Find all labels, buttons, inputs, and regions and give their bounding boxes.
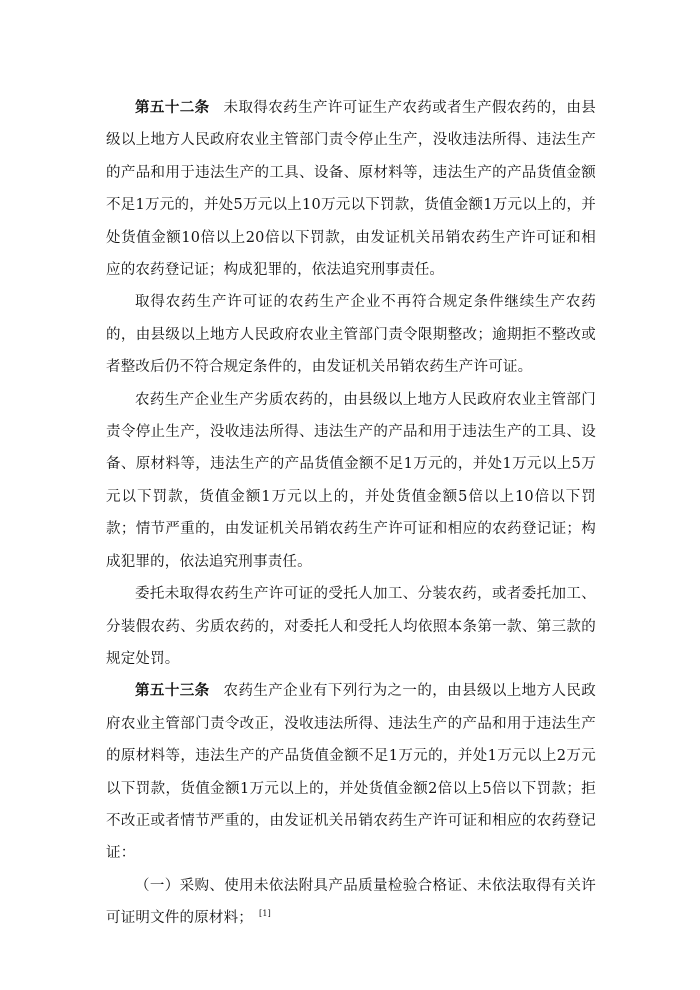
paragraph-53-item-1 <box>106 870 596 935</box>
article-number: 第五十三条 <box>135 682 210 700</box>
paragraph-text: 委托未取得农药生产许可证的受托人加工、分装农药，或者委托加工、分装假农药、劣质农药的，对委托人和受托人均依照本条第一款、第三款的规定处罚。 <box>106 586 596 667</box>
paragraph-52-4 <box>106 578 596 675</box>
paragraph-text: 农药生产企业有下列行为之一的，由县级以上地方人民政府农业主管部门责令改正，没收违法所得、违法生产的产品和用于违法生产的原材料等，违法生产的产品货值金额不足1万元的，并处1万元以上2万元以下罚款，货值金额1万元以上的，并处货值金额2倍以上5倍以下罚款；拒不改正或者情节严重的，由发证机关吊销农药生产许可证和相应的农药登记证： <box>106 683 597 862</box>
footnote-reference[interactable]: [1] <box>259 909 271 919</box>
document-body <box>106 92 596 935</box>
paragraph-article-53 <box>106 675 596 869</box>
paragraph-52-3 <box>106 384 596 578</box>
paragraph-article-52 <box>106 92 596 286</box>
paragraph-52-2 <box>106 286 596 383</box>
paragraph-text: 农药生产企业生产劣质农药的，由县级以上地方人民政府农业主管部门责令停止生产，没收违法所得、违法生产的产品和用于违法生产的工具、设备、原材料等，违法生产的产品货值金额不足1万元的，并处1万元以上5万元以下罚款，货值金额1万元以上的，并处货值金额5倍以上10倍以下罚款；情节严重的，由发证机关吊销农药生产许可证和相应的农药登记证；构成犯罪的，依法追究刑事责任。 <box>106 391 596 570</box>
paragraph-text: 未取得农药生产许可证生产农药或者生产假农药的，由县级以上地方人民政府农业主管部门责令停止生产，没收违法所得、违法生产的产品和用于违法生产的工具、设备、原材料等，违法生产的产品货值金额不足1万元的，并处5万元以上10万元以下罚款，货值金额1万元以上的，并处货值金额10倍以上20倍以下罚款，由发证机关吊销农药生产许可证和相应的农药登记证；构成犯罪的，依法追究刑事责任。 <box>106 100 597 279</box>
paragraph-text: 取得农药生产许可证的农药生产企业不再符合规定条件继续生产农药的，由县级以上地方人民政府农业主管部门责令限期整改；逾期拒不整改或者整改后仍不符合规定条件的，由发证机关吊销农药生产许可证。 <box>106 294 596 376</box>
paragraph-text: （一）采购、使用未依法附具产品质量检验合格证、未依法取得有关许可证明文件的原材料； <box>106 877 596 927</box>
article-number: 第五十二条 <box>135 99 210 116</box>
